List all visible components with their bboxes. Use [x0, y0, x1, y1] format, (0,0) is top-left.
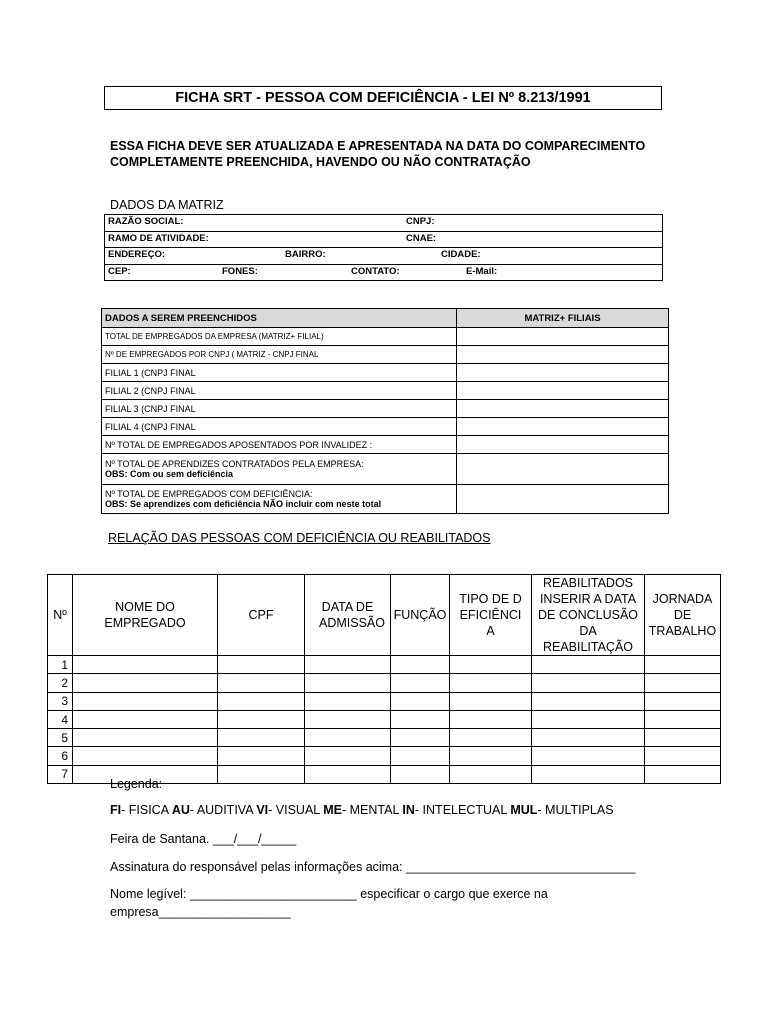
aprendizes-label: [102, 454, 457, 485]
dados-row-value[interactable]: [457, 364, 669, 382]
intro-line-2: COMPLETAMENTE PREENCHIDA, HAVENDO OU NÃO CONTRATAÇÃO: [110, 155, 531, 169]
funcao-cell[interactable]: [391, 674, 450, 692]
row-number: 1: [48, 656, 73, 674]
cpf-cell[interactable]: [218, 674, 305, 692]
dados-table: [101, 308, 669, 514]
ramo-field[interactable]: [105, 231, 663, 248]
legenda-desc: - INTELECTUAL: [414, 803, 511, 817]
legenda-code: VI: [256, 803, 269, 817]
dados-row-label: FILIAL 2 (CNPJ FINAL: [102, 382, 457, 400]
assinatura-field[interactable]: Assinatura do responsável pelas informações acima: _________________________________: [110, 860, 636, 874]
col-nome: NOME DO EMPREGADO: [73, 575, 218, 656]
reabilitacao-cell[interactable]: [532, 692, 645, 710]
matriz-row-endereco: [105, 248, 663, 265]
cep-field[interactable]: [105, 264, 663, 281]
nome-cell[interactable]: [73, 656, 218, 674]
funcao-cell[interactable]: [391, 765, 450, 783]
dados-row-label: TOTAL DE EMPREGADOS DA EMPRESA (MATRIZ+ FILIAL): [102, 328, 457, 346]
cpf-cell[interactable]: [218, 710, 305, 728]
contato-label: CONTATO:: [351, 265, 400, 277]
dados-row-value[interactable]: [457, 346, 669, 364]
relacao-row: [48, 656, 721, 674]
dados-row: [102, 364, 669, 382]
row-number: 3: [48, 692, 73, 710]
reabilitacao-cell[interactable]: [532, 765, 645, 783]
matriz-table: [104, 214, 663, 281]
legenda-code: MUL: [510, 803, 538, 817]
dados-row-label: FILIAL 3 (CNPJ FINAL: [102, 400, 457, 418]
legenda-desc: - AUDITIVA: [189, 803, 257, 817]
nome-cell[interactable]: [73, 710, 218, 728]
deficiencia-obs: OBS: Se aprendizes com deficiência NÃO incluir com neste total: [105, 499, 382, 509]
cpf-cell[interactable]: [218, 729, 305, 747]
admissao-cell[interactable]: [305, 656, 391, 674]
local-data-field[interactable]: Feira de Santana. ___/___/_____: [110, 832, 297, 846]
col-numero: Nº: [48, 575, 73, 656]
nome-cell[interactable]: [73, 674, 218, 692]
admissao-cell[interactable]: [305, 729, 391, 747]
fones-label: FONES:: [222, 265, 258, 277]
dados-row: [102, 328, 669, 346]
tipo-cell[interactable]: [450, 692, 532, 710]
nome-cell[interactable]: [73, 747, 218, 765]
tipo-cell[interactable]: [450, 674, 532, 692]
funcao-cell[interactable]: [391, 729, 450, 747]
legenda-code: IN: [402, 803, 415, 817]
cpf-cell[interactable]: [218, 765, 305, 783]
cpf-cell[interactable]: [218, 692, 305, 710]
funcao-cell[interactable]: [391, 656, 450, 674]
row-number: 2: [48, 674, 73, 692]
admissao-cell[interactable]: [305, 674, 391, 692]
dados-row-value[interactable]: [457, 382, 669, 400]
jornada-cell[interactable]: [645, 656, 721, 674]
aprendizes-obs: OBS: Com ou sem deficiência: [105, 469, 234, 479]
tipo-cell[interactable]: [450, 765, 532, 783]
col-admissao: DATA DE ADMISSÃO: [305, 575, 391, 656]
col-funcao: FUNÇÃO: [391, 575, 450, 656]
dados-row: [102, 346, 669, 364]
legenda-code: FI: [110, 803, 122, 817]
legenda-items: [110, 803, 614, 817]
reabilitacao-cell[interactable]: [532, 729, 645, 747]
legenda-desc: - FISICA: [121, 803, 172, 817]
email-label: E-Mail:: [466, 265, 498, 277]
relacao-row: [48, 710, 721, 728]
dados-row: [102, 436, 669, 454]
relacao-row: [48, 674, 721, 692]
aprendizes-value[interactable]: [457, 454, 669, 485]
reabilitacao-cell[interactable]: [532, 674, 645, 692]
relacao-row: [48, 729, 721, 747]
deficiencia-label: [102, 485, 457, 514]
legenda-code: AU: [171, 803, 190, 817]
dados-row: [102, 400, 669, 418]
intro-line-1: ESSA FICHA DEVE SER ATUALIZADA E APRESENTADA NA DATA DO COMPARECIMENTO: [110, 139, 646, 153]
dados-row: [102, 418, 669, 436]
nome-cell[interactable]: [73, 692, 218, 710]
cargo-field[interactable]: empresa___________________: [110, 905, 291, 919]
deficiencia-text: Nº TOTAL DE EMPREGADOS COM DEFICIÊNCIA:: [105, 489, 313, 499]
row-number: 4: [48, 710, 73, 728]
relacao-heading: RELAÇÃO DAS PESSOAS COM DEFICIÊNCIA OU REABILITADOS: [108, 531, 491, 545]
cpf-cell[interactable]: [218, 656, 305, 674]
matriz-row-ramo: [105, 231, 663, 248]
intro-text: [110, 138, 670, 170]
relacao-row: [48, 747, 721, 765]
bairro-label: BAIRRO:: [285, 249, 326, 260]
dados-row: [102, 382, 669, 400]
admissao-cell[interactable]: [305, 692, 391, 710]
row-number: 7: [48, 765, 73, 783]
jornada-cell[interactable]: [645, 747, 721, 765]
deficiencia-value[interactable]: [457, 485, 669, 514]
dados-row-deficiencia: [102, 485, 669, 514]
jornada-cell[interactable]: [645, 692, 721, 710]
col-cpf: CPF: [218, 575, 305, 656]
cnpj-label: CNPJ:: [406, 216, 435, 227]
dados-row-aprendizes: [102, 454, 669, 485]
razao-social-label: RAZÃO SOCIAL:: [108, 216, 184, 227]
tipo-cell[interactable]: [450, 656, 532, 674]
admissao-cell[interactable]: [305, 747, 391, 765]
cidade-label: CIDADE:: [441, 249, 481, 260]
razao-social-field[interactable]: [105, 215, 663, 232]
endereco-label: ENDEREÇO:: [108, 249, 166, 260]
dados-header-right: MATRIZ+ FILIAIS: [457, 309, 669, 328]
dados-header-row: [102, 309, 669, 328]
aprendizes-text: Nº TOTAL DE APRENDIZES CONTRATADOS PELA EMPRESA:: [105, 459, 364, 469]
col-tipo: TIPO DE DEFICIÊNCIA: [450, 575, 532, 656]
reabilitacao-cell[interactable]: [532, 747, 645, 765]
dados-row-label: Nº TOTAL DE EMPREGADOS APOSENTADOS POR INVALIDEZ :: [102, 436, 457, 454]
nome-cell[interactable]: [73, 729, 218, 747]
nome-legivel-field[interactable]: Nome legível: ________________________ especificar o cargo que exerce na: [110, 887, 548, 901]
admissao-cell[interactable]: [305, 765, 391, 783]
row-number: 5: [48, 729, 73, 747]
dados-row-value[interactable]: [457, 400, 669, 418]
tipo-cell[interactable]: [450, 747, 532, 765]
tipo-cell[interactable]: [450, 729, 532, 747]
cep-label: CEP:: [108, 265, 131, 277]
dados-row-value[interactable]: [457, 418, 669, 436]
matriz-heading: DADOS DA MATRIZ: [110, 198, 224, 212]
dados-row-value[interactable]: [457, 436, 669, 454]
dados-header-left: DADOS A SEREM PREENCHIDOS: [102, 309, 457, 328]
dados-row-value[interactable]: [457, 328, 669, 346]
tipo-cell[interactable]: [450, 710, 532, 728]
relacao-row: [48, 692, 721, 710]
funcao-cell[interactable]: [391, 710, 450, 728]
funcao-cell[interactable]: [391, 692, 450, 710]
reabilitacao-cell[interactable]: [532, 710, 645, 728]
row-number: 6: [48, 747, 73, 765]
matriz-row-cep: [105, 264, 663, 281]
cpf-cell[interactable]: [218, 747, 305, 765]
jornada-cell[interactable]: [645, 765, 721, 783]
legenda-desc: - VISUAL: [268, 803, 324, 817]
endereco-field[interactable]: [105, 248, 663, 265]
jornada-cell[interactable]: [645, 729, 721, 747]
col-jornada: JORNADA DE TRABALHO: [645, 575, 721, 656]
relacao-header-row: [48, 575, 721, 656]
cnae-label: CNAE:: [406, 232, 437, 244]
legenda-desc: - MULTIPLAS: [537, 803, 614, 817]
admissao-cell[interactable]: [305, 710, 391, 728]
reabilitacao-cell[interactable]: [532, 656, 645, 674]
form-title: FICHA SRT - PESSOA COM DEFICIÊNCIA - LEI Nº 8.213/1991: [104, 86, 662, 110]
dados-row-label: FILIAL 4 (CNPJ FINAL: [102, 418, 457, 436]
dados-row-label: Nº DE EMPREGADOS POR CNPJ ( MATRIZ - CNPJ FINAL: [102, 346, 457, 364]
ramo-label: RAMO DE ATIVIDADE:: [108, 232, 209, 244]
legenda-desc: - MENTAL: [342, 803, 403, 817]
funcao-cell[interactable]: [391, 747, 450, 765]
legenda-code: ME: [323, 803, 342, 817]
col-reabilitados: REABILITADOS INSERIR A DATA DE CONCLUSÃO DA REABILITAÇÃO: [532, 575, 645, 656]
jornada-cell[interactable]: [645, 710, 721, 728]
jornada-cell[interactable]: [645, 674, 721, 692]
relacao-table: [47, 574, 721, 784]
matriz-row-razao: [105, 215, 663, 232]
dados-row-label: FILIAL 1 (CNPJ FINAL: [102, 364, 457, 382]
legenda-label: Legenda:: [110, 777, 163, 791]
